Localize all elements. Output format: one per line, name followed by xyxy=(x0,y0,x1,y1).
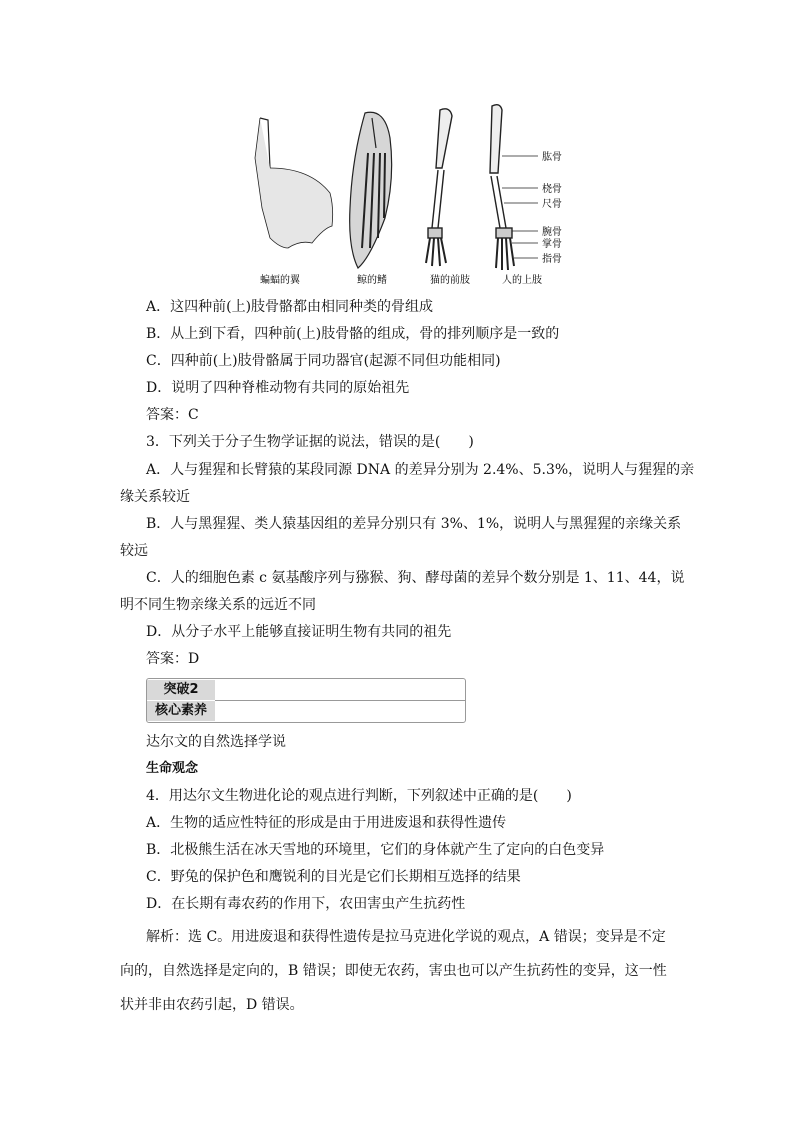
q4-option-d: D．在长期有毒农药的作用下，农田害虫产生抗药性 xyxy=(146,896,466,912)
section-subtitle: 生命观念 xyxy=(146,761,199,776)
q3-stem: 3．下列关于分子生物学证据的说法，错误的是( ) xyxy=(146,434,474,450)
q2-option-a: A．这四种前(上)肢骨骼都由相同种类的骨组成 xyxy=(146,299,434,315)
q4-analysis-line3: 状并非由农药引起，D 错误。 xyxy=(120,997,304,1013)
bone-label-ulna: 尺骨 xyxy=(542,199,562,210)
q2-option-c: C．四种前(上)肢骨骼属于同功器官(起源不同但功能相同) xyxy=(146,353,501,369)
q4-option-c: C．野兔的保护色和鹰锐利的目光是它们长期相互选择的结果 xyxy=(146,869,521,885)
bat-wing-illustration xyxy=(255,118,333,248)
bone-label-metacarpals: 掌骨 xyxy=(542,239,562,250)
q4-option-a: A．生物的适应性特征的形成是由于用进废退和获得性遗传 xyxy=(146,815,507,831)
q4-stem: 4．用达尔文生物进化论的观点进行判断，下列叙述中正确的是( ) xyxy=(146,788,572,804)
figure-label-bat: 蝙蝠的翼 xyxy=(260,275,300,286)
figure-label-cat: 猫的前肢 xyxy=(430,275,470,286)
whale-flipper-illustration xyxy=(350,112,392,268)
limb-homology-figure xyxy=(250,98,580,293)
bone-label-radius: 桡骨 xyxy=(542,184,562,195)
q3-option-a-line1: A．人与猩猩和长臂猿的某段同源 DNA 的差异分别为 2.4%、5.3%，说明人与猩猩的亲 xyxy=(146,462,695,478)
section-badge xyxy=(146,678,466,723)
q2-option-d: D．说明了四种脊椎动物有共同的原始祖先 xyxy=(146,380,410,396)
cat-foreleg-illustration xyxy=(426,109,452,266)
section-badge-divider xyxy=(215,700,465,701)
figure-label-whale: 鲸的鳍 xyxy=(357,275,387,286)
bone-label-phalanges: 指骨 xyxy=(542,254,562,265)
q3-option-b-line2: 较远 xyxy=(120,543,148,559)
q3-answer: 答案：D xyxy=(146,651,200,667)
q2-answer: 答案：C xyxy=(146,407,199,423)
q3-option-b-line1: B．人与黑猩猩、类人猿基因组的差异分别只有 3%、1%，说明人与黑猩猩的亲缘关系 xyxy=(146,516,682,532)
q4-option-b: B．北极熊生活在冰天雪地的环境里，它们的身体就产生了定向的白色变异 xyxy=(146,842,605,858)
q3-option-d: D．从分子水平上能够直接证明生物有共同的祖先 xyxy=(146,624,452,640)
q4-analysis-line2: 向的，自然选择是定向的，B 错误；即使无农药，害虫也可以产生抗药性的变异，这一性 xyxy=(120,963,667,979)
bone-label-carpals: 腕骨 xyxy=(542,227,562,238)
human-arm-illustration xyxy=(490,105,538,270)
section-badge-bottom: 核心素养 xyxy=(147,701,215,721)
figure-label-human: 人的上肢 xyxy=(502,275,542,286)
section-title: 达尔文的自然选择学说 xyxy=(146,734,286,750)
bone-label-humerus: 肱骨 xyxy=(542,152,562,163)
q2-option-b: B．从上到下看，四种前(上)肢骨骼的组成，骨的排列顺序是一致的 xyxy=(146,326,560,342)
q3-option-c-line1: C．人的细胞色素 c 氨基酸序列与猕猴、狗、酵母菌的差异个数分别是 1、11、44，说 xyxy=(146,570,685,586)
q4-analysis-line1: 解析：选 C。用进废退和获得性遗传是拉马克进化学说的观点，A 错误；变异是不定 xyxy=(146,929,666,945)
q3-option-c-line2: 明不同生物亲缘关系的远近不同 xyxy=(120,597,316,613)
q3-option-a-line2: 缘关系较近 xyxy=(120,489,190,505)
section-badge-top: 突破2 xyxy=(147,680,215,700)
